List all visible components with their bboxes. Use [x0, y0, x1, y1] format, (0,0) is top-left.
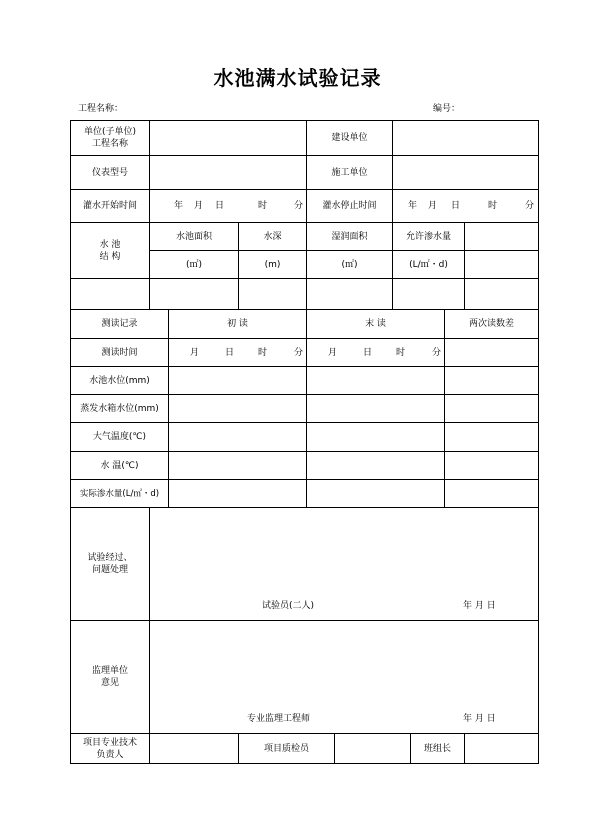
fill-start-hour: 时 — [258, 201, 268, 211]
air-temp-final[interactable] — [307, 423, 444, 451]
actual-seepage-final[interactable] — [307, 480, 444, 507]
final-hour: 时 — [396, 348, 406, 358]
water-temp-label: 水 温(℃) — [100, 460, 139, 471]
builder-unit-field[interactable] — [393, 156, 538, 189]
difference-label: 两次读数差 — [468, 319, 514, 329]
quality-inspector-label: 项目质检员 — [263, 743, 309, 754]
pool-water-level-final[interactable] — [307, 367, 444, 394]
doc-number-label: 编号： — [433, 104, 461, 114]
unit-project-field[interactable] — [150, 121, 306, 155]
water-depth-label: 水深 — [263, 231, 282, 242]
fill-stop-hour: 时 — [488, 201, 498, 211]
wetted-area-value[interactable] — [307, 279, 392, 309]
air-temp-initial[interactable] — [169, 423, 306, 451]
initial-minute: 分 — [294, 348, 304, 358]
initial-day: 日 — [225, 348, 235, 358]
fill-stop-label: 灌水停止时间 — [322, 201, 377, 211]
test-process-label: 试验经过、 问题处理 — [87, 553, 133, 575]
supervisor-date: 年 月 日 — [463, 714, 496, 724]
pool-structure-label: 水 池 结 构 — [99, 239, 121, 262]
air-temp-diff[interactable] — [445, 423, 538, 451]
team-leader-label: 班组长 — [423, 743, 451, 754]
evaporation-level-diff[interactable] — [445, 395, 538, 422]
wetted-area-unit: (㎡) — [341, 259, 358, 270]
fill-start-day: 日 — [215, 201, 225, 211]
actual-seepage-diff[interactable] — [445, 480, 538, 507]
tester-label: 试验员(二人) — [262, 601, 315, 611]
allowed-seepage-unit: (L/㎡・d) — [409, 259, 448, 270]
project-name-label: 工程名称： — [78, 104, 124, 114]
page-title: 水池满水试验记录 — [213, 66, 382, 90]
builder-unit-label: 施工单位 — [331, 167, 368, 178]
evaporation-level-label: 蒸发水箱水位(mm) — [80, 403, 159, 414]
allowed-seepage-label: 允许渗水量 — [405, 231, 451, 242]
construction-unit-label: 建设单位 — [331, 133, 368, 143]
evaporation-level-final[interactable] — [307, 395, 444, 422]
initial-hour: 时 — [258, 348, 268, 358]
pool-water-level-label: 水池水位(mm) — [89, 375, 150, 386]
fill-stop-day: 日 — [451, 201, 461, 211]
water-depth-value[interactable] — [239, 279, 306, 309]
fill-stop-minute: 分 — [525, 201, 535, 211]
final-month: 月 — [328, 348, 338, 358]
water-temp-final[interactable] — [307, 452, 444, 479]
fill-stop-year: 年 — [408, 201, 418, 211]
actual-seepage-initial[interactable] — [169, 480, 306, 507]
fill-start-label: 灌水开始时间 — [82, 201, 137, 211]
final-minute: 分 — [432, 348, 442, 358]
fill-start-month: 月 — [194, 201, 204, 211]
unit-project-label: 单位(子单位) 工程名称 — [83, 127, 137, 149]
pool-area-unit: (㎡) — [185, 259, 203, 270]
supervision-label: 监理单位 意见 — [91, 666, 128, 688]
team-leader-field[interactable] — [465, 734, 538, 763]
quality-inspector-field[interactable] — [335, 734, 410, 763]
fill-stop-month: 月 — [428, 201, 438, 211]
initial-reading-label: 初 读 — [227, 319, 248, 329]
actual-seepage-label: 实际渗水量(L/㎡・d) — [79, 488, 160, 499]
wetted-area-label: 湿润面积 — [331, 231, 368, 242]
evaporation-level-initial[interactable] — [169, 395, 306, 422]
fill-start-year: 年 — [174, 201, 184, 211]
pool-water-level-diff[interactable] — [445, 367, 538, 394]
pool-area-value[interactable] — [150, 279, 238, 309]
instrument-model-label: 仪表型号 — [91, 167, 128, 178]
supervisor-engineer-label: 专业监理工程师 — [247, 714, 311, 724]
initial-month: 月 — [190, 348, 200, 358]
pool-area-label: 水池面积 — [175, 231, 212, 242]
pool-water-level-initial[interactable] — [169, 367, 306, 394]
reading-time-label: 测读时间 — [101, 347, 138, 358]
final-reading-label: 末 读 — [365, 319, 386, 329]
tester-date: 年 月 日 — [463, 601, 496, 611]
project-tech-lead-label: 项目专业技术 负责人 — [82, 737, 137, 760]
final-day: 日 — [363, 348, 373, 358]
air-temp-label: 大气温度(℃) — [92, 432, 147, 442]
construction-unit-field[interactable] — [393, 121, 538, 155]
water-temp-initial[interactable] — [169, 452, 306, 479]
fill-start-minute: 分 — [294, 201, 304, 211]
water-temp-diff[interactable] — [445, 452, 538, 479]
allowed-seepage-value[interactable] — [393, 279, 464, 309]
project-tech-lead-field[interactable] — [150, 734, 238, 763]
instrument-model-field[interactable] — [150, 156, 306, 189]
reading-record-label: 测读记录 — [101, 319, 138, 329]
water-depth-unit: (m) — [264, 259, 281, 270]
